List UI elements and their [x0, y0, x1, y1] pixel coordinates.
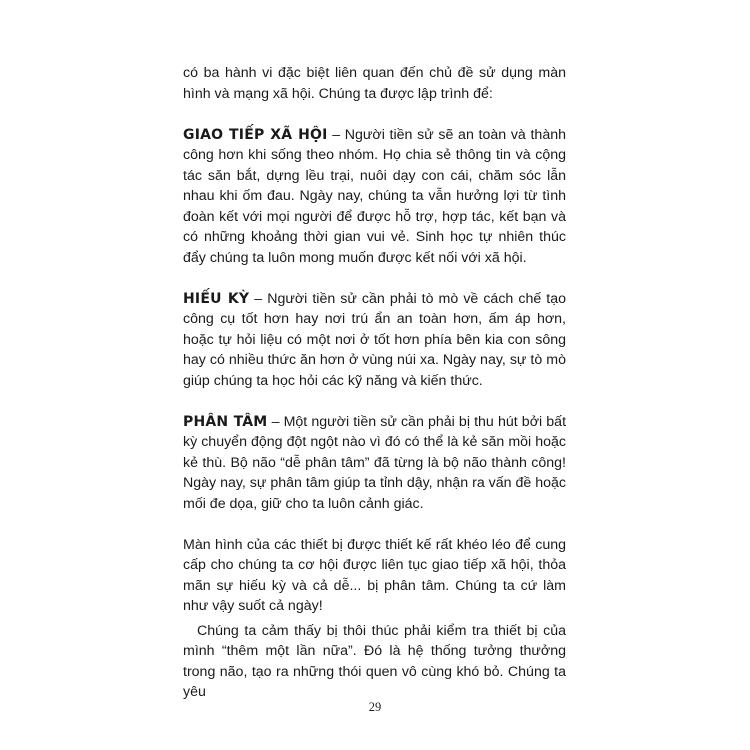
section-curiosity — [183, 289, 566, 392]
section-social — [183, 125, 566, 269]
section-distraction — [183, 412, 566, 515]
section-body-curiosity: – Người tiền sử cần phải tò mò về cách chế tạo công cụ tốt hơn hay nơi trú ẩn an toàn hơn, ấm áp hơn, hoặc tự hỏi liệu có một nơi ở tốt hơn phía bên kia con sông hay có nhiều thức ăn hơn ở vùng núi xa. Ngày nay, sự tò mò giúp chúng ta học hỏi các kỹ năng và kiến thức. — [183, 290, 566, 389]
section-body-distraction: – Một người tiền sử cần phải bị thu hút bởi bất kỳ chuyển động đột ngột nào vì đó có thể là kẻ săn mồi hoặc kẻ thù. Bộ não “dễ phân tâm” đã từng là bộ não thành công! Ngày nay, sự phân tâm giúp ta tỉnh dậy, nhận ra vấn đề hoặc mối đe dọa, giữ cho ta luôn cảnh giác. — [183, 413, 567, 512]
reward-paragraph: Chúng ta cảm thấy bị thôi thúc phải kiểm tra thiết bị của mình “thêm một lần nữa”. Đó là hệ thống tưởng thưởng trong não, tạo ra những thói quen vô cùng khó bỏ. Chúng ta yêu — [183, 622, 566, 700]
intro-paragraph: có ba hành vi đặc biệt liên quan đến chủ đề sử dụng màn hình và mạng xã hội. Chúng ta được lập trình để: — [183, 65, 566, 102]
screens-paragraph: Màn hình của các thiết bị được thiết kế rất khéo léo để cung cấp cho chúng ta cơ hội được liên tục giao tiếp xã hội, thỏa mãn sự hiếu kỳ và cả dễ... bị phân tâm. Chúng ta cứ làm như vậy suốt cả ngày! — [183, 536, 566, 614]
section-heading-social: GIAO TIẾP XÃ HỘI — [183, 126, 328, 143]
section-body-social: – Người tiền sử sẽ an toàn và thành công hơn khi sống theo nhóm. Họ chia sẻ thông tin và cộng tác săn bắt, dựng lều trại, nuôi dạy con cái, chăm sóc lẫn nhau khi ốm đau. Ngày nay, chúng ta vẫn hưởng lợi từ tình đoàn kết với mọi người để được hỗ trợ, hợp tác, kết bạn và có những khoảng thời gian vui vẻ. Sinh học tự nhiên thúc đẩy chúng ta luôn mong muốn được kết nối với xã hội. — [183, 126, 566, 266]
section-heading-distraction: PHÂN TÂM — [183, 413, 268, 430]
text-column — [183, 63, 566, 703]
page-number: 29 — [368, 700, 382, 714]
section-heading-curiosity: HIẾU KỲ — [183, 290, 250, 307]
